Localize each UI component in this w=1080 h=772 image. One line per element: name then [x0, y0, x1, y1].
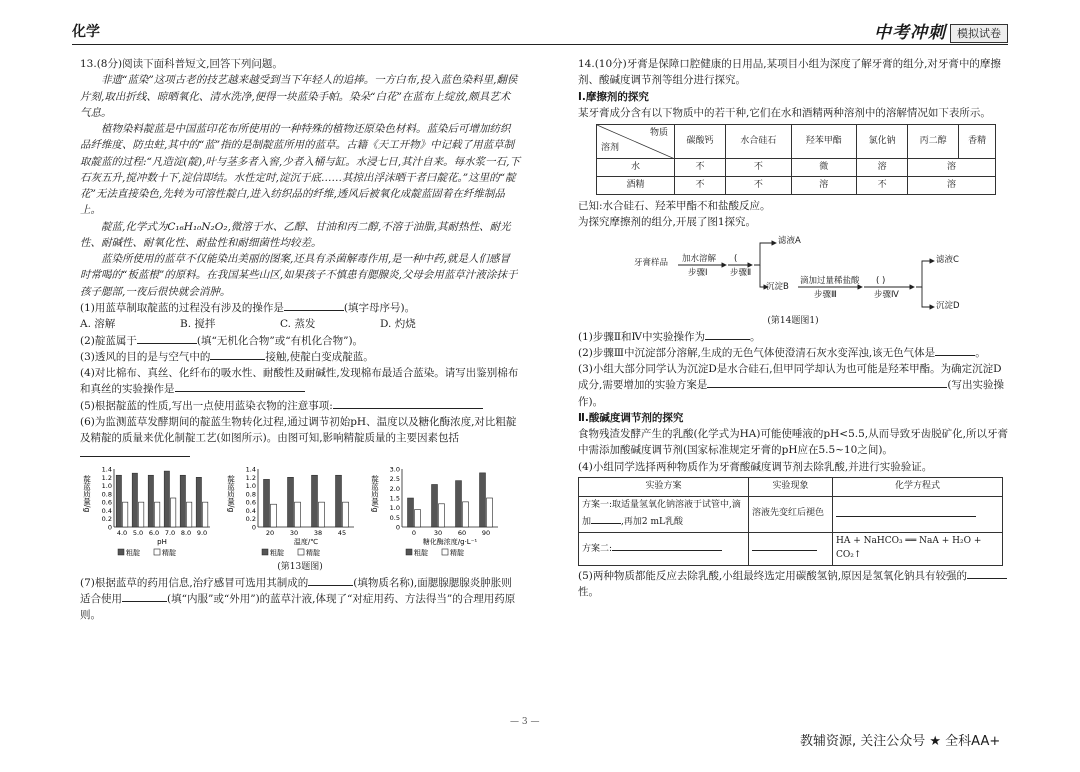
bar-refined-indigo: [487, 498, 493, 527]
bar-crude-indigo: [196, 477, 201, 527]
table-cell: 溶: [791, 177, 856, 195]
q13-para-2: 植物染料靛蓝是中国蓝印花布所使用的一种特殊的植物还原染色材料。蓝染后可增加纺织品纤维度、防虫蛀,其中的“蓝”指的是制靛蓝所用的蓝草。古籍《天工开物》中记载了用蓝草制取靛蓝的过程:“凡造淀(靛),叶与茎多者入窖,少者入桶与缸。水浸七日,其汁自来。每水浆一石,下石灰五升,搅冲数十下,淀信即结。水性定时,淀沉于底……其掠出浮沫晒干者曰靛花。”这里的“靛花”无法直接染色,先转为可溶性靛白,进入纺织品的纤维,透风后被氧化成靛蓝固着在纤维制品上。: [80, 123, 520, 217]
answer-blank[interactable]: [591, 513, 621, 524]
q14-fig-caption: (第14题图1): [767, 315, 819, 326]
flow-diagram: [578, 235, 1008, 311]
y-tick-label: 0.8: [101, 489, 112, 498]
x-tick-label: 4.0: [116, 528, 128, 537]
table-header: 氯化钠: [857, 125, 908, 159]
y-tick-label: 2.0: [389, 484, 400, 493]
q13-para-3: 靛蓝,化学式为C₁₆H₁₀N₂O₂,微溶于水、乙醇、甘油和丙二醇,不溶于油脂,其耐热性、耐光性、耐碱性、耐氧化性、耐盐性和耐细菌性均较差。: [80, 220, 511, 249]
corner-bottom-label: 溶剂: [601, 143, 620, 154]
brand-logo: [874, 20, 1008, 46]
bar-refined-indigo: [343, 502, 349, 527]
table-header: 碳酸钙: [675, 125, 726, 159]
exp-header: 实验现象: [749, 477, 833, 496]
brand-name: 中考冲刺: [874, 23, 946, 43]
question-14: [578, 56, 1008, 600]
legend-label: 精靛: [306, 548, 320, 557]
bar-refined-indigo: [139, 502, 144, 527]
x-tick-label: 30: [289, 528, 299, 537]
x-tick-label: 60: [457, 528, 467, 537]
question-13: [80, 56, 520, 623]
exp-equation-1: [833, 496, 1003, 532]
header-divider: [72, 44, 1008, 45]
legend-swatch-crude: [118, 549, 124, 555]
flow-paren-2: ( ): [876, 275, 886, 286]
table-cell: 不: [726, 177, 791, 195]
x-tick-label: 6.0: [148, 528, 160, 537]
bar-crude-indigo: [264, 479, 270, 527]
table-cell: 微: [791, 159, 856, 177]
flow-add-water: 加水溶解: [682, 253, 717, 264]
bar-refined-indigo: [319, 502, 325, 527]
table-cell: 酒精: [597, 177, 675, 195]
y-tick-label: 0: [251, 523, 256, 532]
flow-add-hcl: 滴加过量稀盐酸: [800, 275, 860, 286]
bar-refined-indigo: [187, 502, 192, 527]
table-header: 丙二醇: [908, 125, 959, 159]
q13-sub-1: (1)用蓝草制取靛蓝的过程没有涉及的操作是 (填字母序号)。: [80, 301, 416, 314]
q13-sub-4: (4)对比棉布、真丝、化纤布的吸水性、耐酸性及耐碱性,发现棉布最适合蓝染。请写出鉴别棉布和真丝的实验操作是: [80, 367, 519, 396]
bar-crude-indigo: [408, 498, 414, 527]
table-cell: 溶: [857, 159, 908, 177]
answer-blank[interactable]: [308, 575, 353, 586]
exp-equation-2: HA + NaHCO₃ ══ NaA + H₂O + CO₂↑: [833, 532, 1003, 565]
y-tick-label: 0: [107, 523, 112, 532]
x-tick-label: 8.0: [180, 528, 192, 537]
answer-blank[interactable]: [752, 540, 817, 551]
answer-blank[interactable]: [80, 446, 190, 457]
exp-phenomenon-1: 溶液先变红后褪色: [749, 496, 833, 532]
y-tick-label: 1.0: [101, 481, 112, 490]
y-tick-label: 2.5: [389, 474, 400, 483]
flow-step-2: 步骤Ⅱ: [730, 267, 752, 278]
legend-swatch-crude: [262, 549, 268, 555]
exp-header: 实验方案: [579, 477, 749, 496]
table-header: 香精: [959, 125, 996, 159]
bar-crude-indigo: [180, 475, 185, 527]
flow-step-3: 步骤Ⅲ: [814, 289, 837, 300]
q13-sub-2: (2)靛蓝属于 (填“无机化合物”或“有机化合物”)。: [80, 334, 364, 347]
table-cell: 溶: [908, 177, 996, 195]
x-axis-label: 糖化酶浓度/g·L⁻¹: [422, 537, 478, 546]
q13-para-4: 蓝染所使用的蓝草不仅能染出美丽的图案,还具有杀菌解毒作用,是一种中药,就是人们感冒时常喝的“板蓝根”的原料。在我国某些山区,如果孩子不慎患有腮腺炎,父母会用蓝草汁液涂抹于孩子腮部,一夜后很快就会消肿。: [80, 253, 518, 298]
bar-crude-indigo: [456, 480, 462, 526]
q14-flow-intro: 为探究摩擦剂的组分,开展了图1探究。: [578, 216, 757, 229]
legend-swatch-refined: [154, 549, 160, 555]
bar-refined-indigo: [295, 502, 301, 527]
q14-sub-2: (2)步骤Ⅲ中沉淀部分溶解,生成的无色气体使澄清石灰水变浑浊,该无色气体是 。: [578, 346, 986, 359]
q14-sub-3: (3)小组大部分同学认为沉淀D是水合硅石,但甲同学却认为也可能是羟苯甲酯。为确定沉淀D成分,需要增加的实验方案是 (写出实验操作)。: [578, 363, 1004, 408]
flow-step-1: 步骤Ⅰ: [688, 267, 708, 278]
answer-blank[interactable]: [705, 329, 750, 340]
legend-label: 粗靛: [414, 548, 428, 557]
y-tick-label: 1.0: [245, 481, 256, 490]
x-tick-label: 90: [481, 528, 491, 537]
q14-intro-1: 某牙膏成分含有以下物质中的若干种,它们在水和酒精两种溶剂中的溶解情况如下表所示。: [578, 106, 991, 119]
x-tick-label: 20: [265, 528, 275, 537]
brand-tag: 模拟试卷: [950, 24, 1008, 43]
q14-section-2: Ⅱ.酸碱度调节剂的探究: [578, 411, 684, 424]
bar-refined-indigo: [123, 502, 128, 527]
table-corner: [597, 125, 675, 159]
y-tick-label: 1.0: [389, 503, 400, 512]
bar-refined-indigo: [415, 509, 421, 526]
subject-title: 化学: [72, 24, 100, 40]
y-tick-label: 1.4: [245, 465, 256, 474]
legend-swatch-crude: [406, 549, 412, 555]
y-tick-label: 0.4: [245, 506, 256, 515]
q14-title: 14.(10分)牙膏是保障口腔健康的日用品,某项目小组为深度了解牙膏的组分,对牙膏中的摩擦剂、酸碱度调节剂等组分进行探究。: [578, 58, 1001, 87]
bar-refined-indigo: [171, 498, 176, 527]
exp-plan-2: 方案二:: [579, 532, 749, 565]
y-axis-label: 靛蓝质量/g: [226, 474, 236, 512]
solubility-table: [596, 124, 996, 195]
x-tick-label: 0: [411, 528, 417, 537]
table-row: [597, 177, 996, 195]
exp-header: 化学方程式: [833, 477, 1003, 496]
answer-blank[interactable]: [836, 506, 976, 517]
flow-step-4: 步骤Ⅳ: [874, 289, 899, 300]
x-axis-label: pH: [157, 537, 167, 546]
table-header: 水合硅石: [726, 125, 791, 159]
legend-swatch-refined: [298, 549, 304, 555]
bar-refined-indigo: [155, 502, 160, 527]
legend-swatch-refined: [442, 549, 448, 555]
table-cell: 不: [675, 177, 726, 195]
experiment-table: [578, 477, 1003, 566]
legend-label: 粗靛: [270, 548, 284, 557]
y-tick-label: 0.6: [101, 498, 112, 507]
table-row: [579, 532, 1003, 565]
y-axis-label: 靛蓝质量/g: [370, 474, 380, 512]
q14-sub-5: (5)两种物质都能反应去除乳酸,小组最终选定用碳酸氢钠,原因是氢氧化钠具有较强的性。: [578, 568, 1008, 601]
y-tick-label: 1.5: [389, 494, 400, 503]
chart-temperature: [224, 465, 362, 561]
legend-label: 粗靛: [126, 548, 140, 557]
bar-refined-indigo: [203, 502, 208, 527]
table-row: [579, 496, 1003, 532]
y-tick-label: 0.2: [101, 514, 112, 523]
flow-filtrate-c: 滤液C: [936, 254, 959, 265]
promo-text: 教辅资源, 关注公众号 ★ 全科AA+: [800, 734, 1001, 749]
q14-known: 已知:水合硅石、羟苯甲酯不和盐酸反应。: [578, 200, 771, 213]
answer-blank[interactable]: [967, 568, 1007, 579]
y-tick-label: 1.2: [245, 473, 256, 482]
option-b[interactable]: B. 搅拌: [180, 318, 216, 331]
x-tick-label: 7.0: [164, 528, 176, 537]
x-axis-label: 温度/℃: [293, 537, 319, 546]
flow-precip-b: 沉淀B: [766, 281, 789, 292]
q13-caption: (第13题图): [277, 561, 323, 572]
flow-sample: 牙膏样品: [634, 257, 669, 268]
option-d[interactable]: D. 灼烧: [380, 318, 416, 331]
q14-section-1: Ⅰ.摩擦剂的探究: [578, 90, 649, 103]
exp-phenomenon-2: [749, 532, 833, 565]
answer-blank[interactable]: [137, 333, 197, 344]
q14-sub-1: (1)步骤Ⅱ和Ⅳ中实验操作为 。: [578, 330, 761, 343]
flow-paren-1: (: [734, 253, 738, 264]
y-tick-label: 1.2: [101, 473, 112, 482]
q14-intro-2: 食物残渣发酵产生的乳酸(化学式为HA)可能使唾液的pH<5.5,从而导致牙齿脱矿化,所以牙膏中需添加酸碱度调节剂(国家标准规定牙膏的pH应在5.5~10之间)。: [578, 428, 1008, 457]
table-cell: 不: [675, 159, 726, 177]
x-tick-label: 9.0: [196, 528, 208, 537]
option-c[interactable]: C. 蒸发: [280, 318, 316, 331]
bar-crude-indigo: [148, 475, 153, 527]
q13-sub-5: (5)根据靛蓝的性质,写出一点使用蓝染衣物的注意事项:: [80, 398, 520, 414]
y-tick-label: 1.4: [101, 465, 112, 474]
bar-crude-indigo: [116, 475, 121, 527]
y-tick-label: 0.5: [389, 513, 400, 522]
corner-top-label: 物质: [649, 128, 668, 139]
q13-charts: [80, 465, 520, 561]
y-tick-label: 0.6: [245, 498, 256, 507]
page-number: — 3 —: [510, 717, 540, 727]
answer-blank[interactable]: [333, 398, 483, 409]
y-tick-label: 0.8: [245, 489, 256, 498]
flow-precip-d: 沉淀D: [936, 300, 960, 311]
bar-crude-indigo: [288, 477, 294, 527]
answer-blank[interactable]: [122, 591, 167, 602]
option-a[interactable]: A. 溶解: [80, 318, 116, 331]
q13-sub-3: (3)透风的目的是与空气中的 接触,使靛白变成靛蓝。: [80, 350, 374, 363]
answer-blank[interactable]: [707, 377, 947, 388]
flow-filtrate-a: 滤液A: [778, 235, 801, 246]
bar-crude-indigo: [132, 473, 137, 527]
bar-crude-indigo: [164, 471, 169, 527]
table-header: 羟苯甲酯: [791, 125, 856, 159]
y-tick-label: 0.2: [245, 514, 256, 523]
bar-refined-indigo: [271, 504, 277, 527]
table-row: [597, 159, 996, 177]
bar-refined-indigo: [439, 503, 445, 526]
bar-crude-indigo: [336, 475, 342, 527]
table-cell: 不: [726, 159, 791, 177]
x-tick-label: 30: [433, 528, 443, 537]
chart-ph: [80, 465, 218, 561]
legend-label: 精靛: [162, 548, 176, 557]
q14-sub-4: (4)小组同学选择两种物质作为牙膏酸碱度调节剂去除乳酸,并进行实验验证。: [578, 460, 933, 473]
y-tick-label: 3.0: [389, 465, 400, 474]
answer-blank[interactable]: [284, 300, 344, 311]
answer-blank[interactable]: [612, 540, 722, 551]
y-tick-label: 0: [395, 523, 400, 532]
answer-blank[interactable]: [935, 345, 975, 356]
table-cell: 水: [597, 159, 675, 177]
q13-title: 13.(8分)阅读下面科普短文,回答下列问题。: [80, 58, 283, 70]
exp-plan-1: 方案一:取适量氢氧化钠溶液于试管中,滴加 ,再加2 mL乳酸: [579, 496, 749, 532]
bar-refined-indigo: [463, 502, 469, 527]
y-axis-label: 靛蓝质量/g: [82, 474, 92, 512]
answer-blank[interactable]: [210, 349, 265, 360]
q13-sub-6: (6)为监测蓝草发酵期间的靛蓝生物转化过程,通过调节初始pH、温度以及糖化酶浓度,对比粗靛及精靛的质量来优化制靛工艺(如图所示)。由图可知,影响精靛质量的主要因素包括: [80, 414, 520, 463]
table-cell: 不: [857, 177, 908, 195]
bar-crude-indigo: [312, 475, 318, 527]
q13-options: [80, 316, 520, 332]
table-cell: 溶: [908, 159, 996, 177]
answer-blank[interactable]: [175, 381, 305, 392]
q13-para-1: 非遗“蓝染”这项古老的技艺越来越受到当下年轻人的追捧。一方白布,投入蓝色染料里,翻侯片刻,取出折线、晾晒氧化、清水洗净,便得一块蓝染手帕。染朵“白花”在蓝布上绽放,颇具艺术气息。: [80, 74, 518, 119]
bar-crude-indigo: [480, 473, 486, 527]
bar-crude-indigo: [432, 484, 438, 527]
x-tick-label: 5.0: [132, 528, 144, 537]
x-tick-label: 45: [337, 528, 347, 537]
x-tick-label: 38: [313, 528, 323, 537]
q13-sub-7: (7)根据蓝草的药用信息,治疗感冒可选用其制成的 (填物质名称),面腮腺腮腺炎肿胀则适合使用 (填“内服”或“外用”)的蓝草汁液,体现了“对症用药、方法得当”的合理用药原则。: [80, 576, 516, 622]
y-tick-label: 0.4: [101, 506, 112, 515]
legend-label: 精靛: [450, 548, 464, 557]
chart-enzyme: [368, 465, 506, 561]
